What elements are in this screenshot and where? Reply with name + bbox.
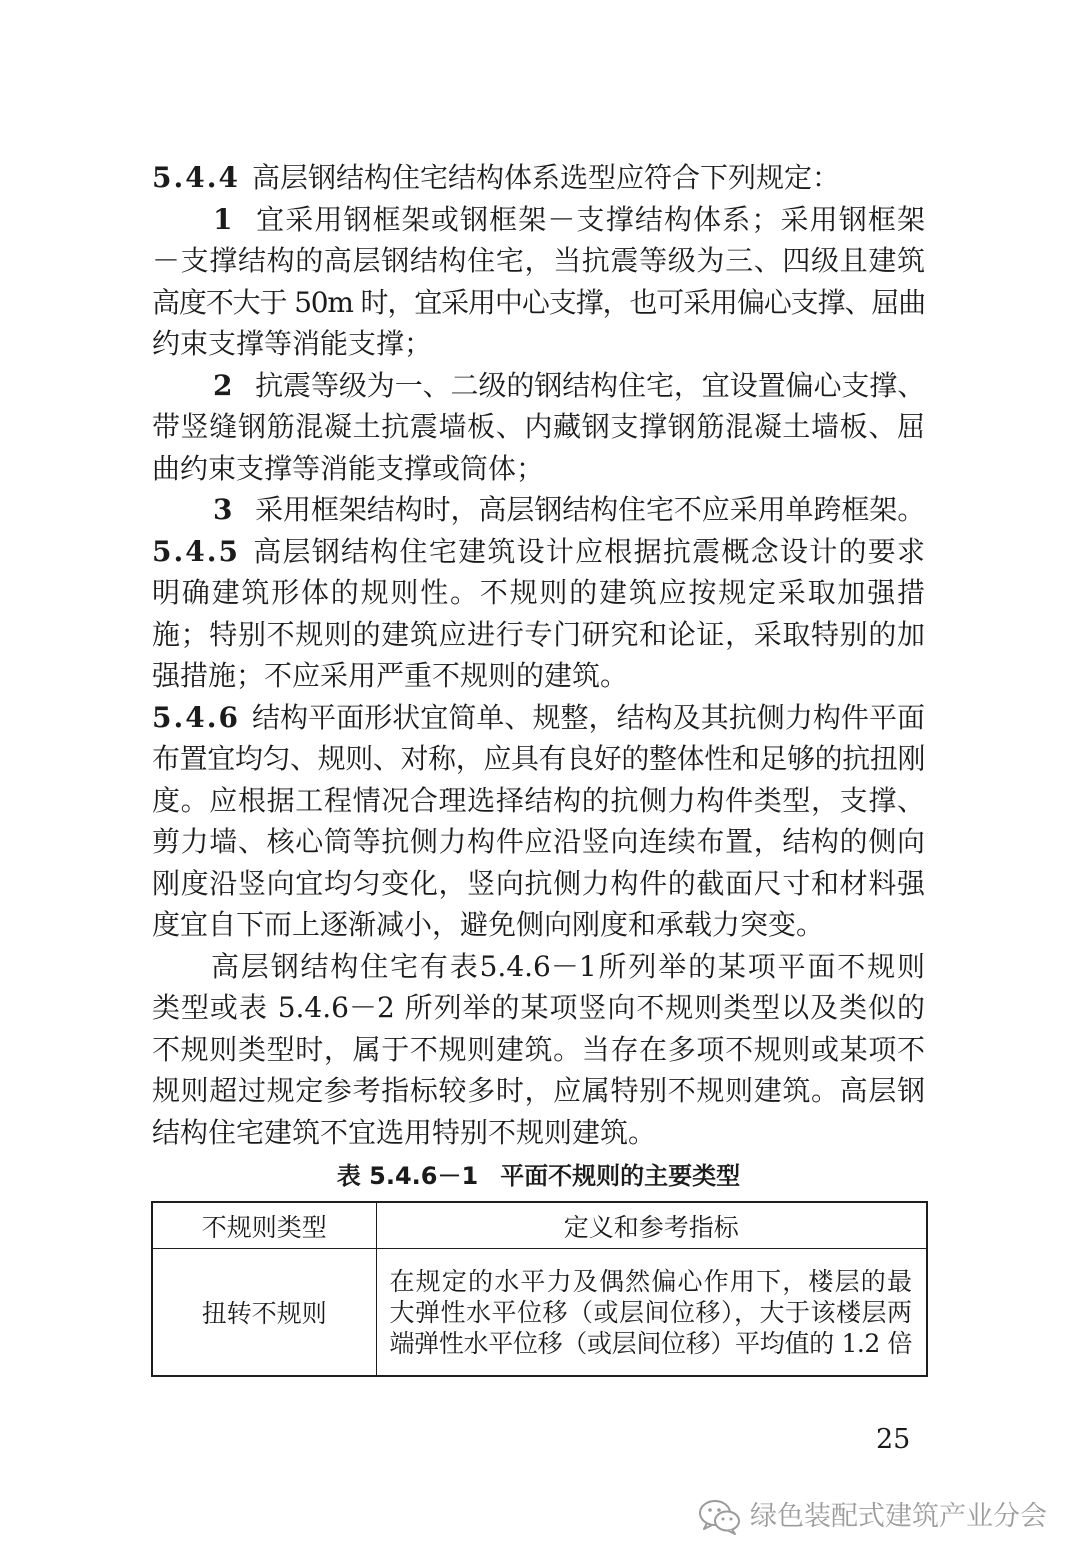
text-line	[152, 572, 925, 614]
line-text: 高层钢结构住宅有表5.4.6－1所列举的某项平面不规则	[211, 949, 925, 983]
line-text: 抗震等级为一、二级的钢结构住宅，宜设置偏心支撑、	[255, 368, 925, 402]
text-line	[152, 1029, 925, 1071]
wechat-icon	[698, 1498, 742, 1536]
line-text: 度。应根据工程情况合理选择结构的抗侧力构件类型，支撑、	[152, 783, 925, 817]
text-line	[152, 1070, 925, 1112]
line-text: 高层钢结构住宅建筑设计应根据抗震概念设计的要求	[252, 534, 925, 568]
clause-number: 5.4.4	[152, 161, 240, 194]
column-header-type: 不规则类型	[152, 1202, 376, 1249]
line-text: 带竖缝钢筋混凝土抗震墙板、内藏钢支撑钢筋混凝土墙板、屈	[152, 410, 925, 443]
definition-line	[390, 1266, 913, 1297]
line-text: 布置宜均匀、规则、对称，应具有良好的整体性和足够的抗扭刚	[152, 742, 925, 775]
table-row	[152, 1249, 927, 1377]
text-line	[152, 780, 925, 822]
text-line	[152, 323, 925, 365]
text-line	[152, 1112, 925, 1154]
text-line	[152, 282, 925, 324]
line-text: 端弹性水平位移（或层间位移）平均值的 1.2 倍	[389, 1328, 912, 1358]
text-line	[152, 987, 925, 1029]
table-label: 表 5.4.6－1	[336, 1162, 479, 1190]
definition-line	[390, 1297, 913, 1328]
text-line	[152, 821, 925, 863]
text-line	[152, 738, 925, 780]
item-number: 1	[213, 202, 233, 236]
line-text: 采用框架结构时，高层钢结构住宅不应采用单跨框架。	[255, 493, 925, 526]
text-line	[152, 448, 925, 490]
watermark-text: 绿色装配式建筑产业分会	[750, 1501, 1047, 1532]
line-text: 度宜自下而上逐渐减小，避免侧向刚度和承载力突变。	[152, 908, 825, 941]
page-body	[152, 157, 925, 1153]
text-line	[152, 904, 925, 946]
line-text: 规则超过规定参考指标较多时，应属特别不规则建筑。高层钢	[152, 1074, 925, 1107]
clause-5-4-5-heading	[152, 531, 925, 573]
clause-5-4-4-heading	[152, 157, 925, 199]
table-title	[152, 1158, 925, 1194]
definition-line	[390, 1328, 913, 1359]
text-line	[152, 240, 925, 282]
column-header-definition: 定义和参考指标	[376, 1202, 927, 1249]
clause-5-4-6-heading	[152, 697, 925, 739]
line-text: 结构住宅建筑不宜选用特别不规则建筑。	[152, 1115, 657, 1149]
line-text: 高度不大于 50m 时，宜采用中心支撑，也可采用偏心支撑、屈曲	[152, 285, 925, 319]
watermark	[698, 1496, 1068, 1538]
clause-item-1-line	[152, 199, 925, 241]
line-text: 在规定的水平力及偶然偏心作用下，楼层的最	[389, 1266, 912, 1296]
page-number: 25	[876, 1424, 911, 1455]
clause-item-3-line	[152, 489, 925, 531]
line-text: －支撑结构的高层钢结构住宅，当抗震等级为三、四级且建筑	[152, 244, 925, 277]
irregularity-type-cell: 扭转不规则	[152, 1249, 376, 1377]
clause-item-2-line	[152, 365, 925, 407]
line-text: 大弹性水平位移（或层间位移），大于该楼层两	[389, 1297, 912, 1327]
line-text: 强措施；不应采用严重不规则的建筑。	[152, 659, 629, 692]
clause-number: 5.4.6	[152, 700, 240, 734]
line-text: 曲约束支撑等消能支撑或筒体；	[152, 451, 545, 485]
item-number: 3	[213, 493, 233, 526]
paragraph-first-line	[152, 946, 925, 988]
text-line	[152, 406, 925, 448]
line-text: 宜采用钢框架或钢框架－支撑结构体系；采用钢框架	[255, 202, 925, 236]
line-text: 剪力墙、核心筒等抗侧力构件应沿竖向连续布置，结构的侧向	[152, 825, 925, 858]
item-number: 2	[213, 368, 233, 402]
text-line	[152, 863, 925, 905]
plan-irregularity-table	[151, 1201, 928, 1377]
line-text: 明确建筑形体的规则性。不规则的建筑应按规定采取加强措	[152, 576, 925, 609]
text-line	[152, 655, 925, 697]
line-text: 不规则类型时，属于不规则建筑。当存在多项不规则或某项不	[152, 1032, 925, 1066]
line-text: 刚度沿竖向宜均匀变化，竖向抗侧力构件的截面尺寸和材料强	[152, 866, 925, 900]
line-text: 施；特别不规则的建筑应进行专门研究和论证，采取特别的加	[152, 617, 925, 651]
text-line	[152, 614, 925, 656]
line-text: 约束支撑等消能支撑；	[152, 327, 433, 360]
definition-cell	[376, 1249, 927, 1377]
table-caption: 平面不规则的主要类型	[500, 1162, 741, 1190]
table-header-row	[152, 1202, 927, 1249]
line-text: 结构平面形状宜简单、规整，结构及其抗侧力构件平面	[252, 700, 925, 734]
line-text: 类型或表 5.4.6－2 所列举的某项竖向不规则类型以及类似的	[152, 991, 925, 1024]
clause-number: 5.4.5	[152, 534, 240, 568]
line-text: 高层钢结构住宅结构体系选型应符合下列规定：	[252, 161, 841, 194]
